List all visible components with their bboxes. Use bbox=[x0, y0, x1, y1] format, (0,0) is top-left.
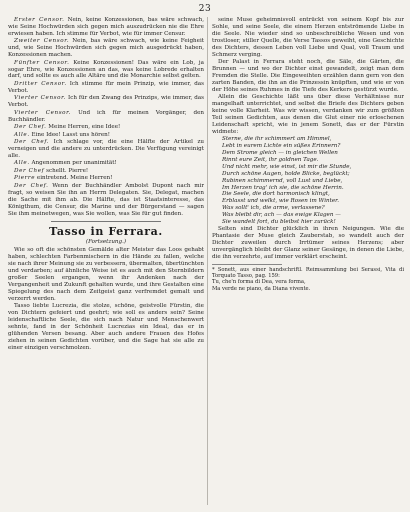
censor-dialogue bbox=[8, 17, 204, 218]
speaker: Vierter Censor. bbox=[14, 95, 67, 102]
speaker: Erster Censor. bbox=[14, 17, 65, 23]
speaker: Fünfter Censor. bbox=[14, 59, 70, 66]
verse-line: Sie wandelt fort, du bleibst hier zurück! bbox=[222, 219, 336, 226]
article-paragraph: Selten sind Dichter glücklich in ihren Neigungen. Wie die Phantasie der Muse gleich Zauberstab, so wandelt auch der Dichter zuweilen durch Irrtümer seines Herzens; aber unvergänglich bleibt der Glanz seiner Gesänge, in denen die Liebe, die ihn verzehrte, auf immer verklärt erscheint. bbox=[212, 225, 404, 260]
article-paragraph: Wie so oft die schönsten Gemälde alter Meister das Loos gehabt haben, schlechten Farbenmischern in die Hände zu fallen, welche sie nach ihrer Meinung sie zu verbessern, übermalten, übertünchten und verdarben; auf ähnliche Weise ist es auch mit den Sternbildern großer Seelen ergangen, wenn ihr Andenken nach der Vergangenheit und Zukunft gehalten wurde, und ihre Gestalten eine Spiegelung des nach dem Zeitgeist ganz verfremdet gemalt und verzerrt werden. bbox=[8, 247, 204, 302]
verse-line: Lebt in eurem Lichte ein süßes Erinnern? bbox=[222, 143, 341, 150]
dialogue-text: Eine Idee! Lasst uns hören! bbox=[31, 131, 110, 138]
article-paragraph: Der Palast in Ferrara steht noch, die Säle, die Gärten, die Brunnen — und wo der Dichter einst gewandelt, zeigt man dem Fremden die Stelle. Die Eingeweihten erzählen dann gern von den zarten Banden, die ihn an die Prinzessin knüpften, und wie er von der Höhe seines Ruhmes in die Tiefe des Kerkers gestürzt wurde. bbox=[212, 59, 404, 93]
dialogue-line bbox=[8, 160, 204, 167]
dialogue-line bbox=[8, 81, 204, 95]
speaker: Der Chef bbox=[14, 167, 45, 174]
footnote bbox=[212, 267, 404, 293]
dialogue-text: eintretend. Meine Herren! bbox=[36, 175, 113, 182]
dialogue-text: Ich für den Zwang des Prinzips, wie immer, das Verbot. bbox=[8, 95, 204, 109]
article-paragraph: seine Muse geheimnisvoll entrückt von seinem Kopf bis zur Sohle, und seine Seele, die einem Herzen entströmende Liebe in die Seele. Nie wieder sind so unbeschreibliche Wesen und von trostloser, stiller Quelle, die Verse Tassos geweiht, eine Geschichte des Dichters, dessen Leben voll Liebe und Qual, voll Traum und Schmerz verging. bbox=[212, 17, 404, 58]
speaker: Der Chef. bbox=[14, 124, 47, 131]
speaker: Alle. bbox=[14, 131, 30, 138]
dialogue-text: Ich stimme für mein Prinzip, wie immer, das Verbot. bbox=[8, 80, 204, 94]
article-paragraph: Allein die Geschichte läßt uns über diese Verhältnisse nur mangelhaft unterrichtet, und selbst die Briefe des Dichters geben keine volle Klarheit. Was wir wissen, verdanken wir zum größten Teil seinen Gedichten, aus denen die Glut einer nie erloschenen Leidenschaft spricht, wie in jenem Sonett, das er der Fürstin widmete: bbox=[212, 94, 404, 135]
dialogue-line bbox=[8, 132, 204, 139]
dialogue-text: Meine Herren, eine Idee! bbox=[48, 124, 121, 131]
verse-line: Dem Strome gleich — in gleichen Wellen bbox=[222, 150, 338, 156]
right-column bbox=[212, 17, 404, 505]
dialogue-line bbox=[8, 139, 204, 160]
speaker: Zweiter Censor. bbox=[14, 38, 70, 45]
footnote-line: Ma verde ne piano, da Diana vivente. bbox=[212, 285, 311, 292]
dialogue-line bbox=[8, 183, 204, 218]
dialogue-text: Angenommen per unanimität! bbox=[31, 160, 117, 167]
dialogue-line bbox=[8, 17, 204, 38]
dialogue-text: Ich schlage vor, die eine Hälfte der Artikel zu verneigen und die andere zu unterdrücken. Die Verfügung vereinigt alle. bbox=[8, 139, 204, 159]
dialogue-line bbox=[8, 175, 204, 182]
dialogue-line bbox=[8, 168, 204, 175]
verse-line: Durch schöne Augen, holde Blicke, beglückt; bbox=[222, 170, 350, 177]
verse-line: Erblasst und welkt, wie Rosen im Winter. bbox=[222, 198, 339, 205]
footnote-rule bbox=[212, 264, 282, 265]
footnote-line: * Sonett, aus einer handschriftl. Reimsammlung bei Serassi, Vita di Torquato Tasso, pag. 159: bbox=[212, 266, 404, 279]
dialogue-text: Nein, bas wäre schwach, wie keine Feigheit und, wie Seine Hochwürden sich gegen mich ausgedrückt haben, Konzessionen machen. bbox=[8, 38, 204, 59]
page-number: 23 bbox=[198, 4, 212, 14]
speaker: Dritter Censor. bbox=[14, 80, 67, 87]
dialogue-text: Und ich für meinen Vorgänger, den Buchhändler. bbox=[8, 109, 204, 123]
speaker: Der Chef. bbox=[14, 139, 50, 146]
speaker: Alle. bbox=[14, 160, 30, 167]
speaker: Vierter Censor. bbox=[14, 109, 72, 116]
verse-line: Und nicht mehr, wie einst, ist mir die Stunde, bbox=[222, 163, 352, 170]
dialogue-line bbox=[8, 110, 204, 124]
left-column bbox=[8, 17, 204, 505]
verse-line: Sterne, die ihr schimmert am Himmel, bbox=[222, 136, 332, 143]
article-paragraph: Tasso liebte Lucrezia, die stolze, schöne, geistvolle Fürstin, die von Dichtern gefeiert und geehrt; wie soll es anders sein? Seine leidenschaftliche Seele, die sich nach Natur und Menschenwert sehnte, fand in der Schönheit Lucrezias ein Ideal, das er in glühenden Versen besang. Aber auch andere Frauen des Hofes ziehen in seinen Gedichten vorüber, und die Sage hat sie alle zu einer einzigen verschmolzen. bbox=[8, 303, 204, 351]
verse-line: Im Herzen trag' ich sie, die schöne Herrin. bbox=[222, 184, 344, 191]
speaker: Der Chef. bbox=[14, 182, 49, 189]
dialogue-text: Nein, keine Konzessionen, bas wäre schwach, wie Seine Hochwürden sich gegen mich auszudrücken nie die Ehre erwiesen haben. Ich stimme für Verbot, wie für immer Censur. bbox=[8, 17, 204, 37]
verse-line: Die Seele, die dort harmonisch klingt, bbox=[222, 191, 330, 198]
dialogue-line bbox=[8, 60, 204, 81]
article-title: Tasso in Ferrara. bbox=[49, 224, 163, 238]
dialogue-line bbox=[8, 38, 204, 59]
dialogue-text: Keine Konzessionen! Das wäre ein Lob, ja sogar Ehre, wie Konzessionen an das, was keine Lobrede erhalten darf, und sollte es auch alle Altäre und die Monarchie selbst gelten. bbox=[8, 59, 204, 80]
verse-line: Rubinen schimmernd, voll Lust und Liebe, bbox=[222, 177, 343, 184]
verse-line: Rinnt eure Zeit, ihr goldnen Tage. bbox=[222, 156, 319, 163]
article-subtitle: (Fortsetzung.) bbox=[85, 238, 127, 245]
dialogue-text: schellt. Pierre! bbox=[46, 167, 89, 174]
verse-line: Was bleibt dir, ach — das ewige Klagen — bbox=[222, 212, 341, 219]
footnote-line: Tu, che'n forma di Dea, vera forma, bbox=[212, 279, 306, 286]
column-divider bbox=[207, 17, 208, 505]
sonnet-verses bbox=[212, 136, 404, 226]
dialogue-line bbox=[8, 95, 204, 109]
speaker: Pierre bbox=[14, 175, 36, 182]
dialogue-line bbox=[8, 124, 204, 131]
dialogue-text: Wenn der Buchhändler Ambolst Dupont nach mir fragt, so weisen Sie ihn an Herrn Delegaten. Sie, Delegat, machen die Sache mit ihm ab. Die Hälfte, das ist Staatsinteresse, das Königthum, die Censur, die Marine und der Bürgerstand — sagen Sie ihm meinetwegen, was Sie wollen, was Sie für gut finden. bbox=[8, 182, 204, 217]
verse-line: Was sollt' ich, die arme, verlassene? bbox=[222, 205, 325, 212]
section-divider bbox=[51, 221, 161, 222]
